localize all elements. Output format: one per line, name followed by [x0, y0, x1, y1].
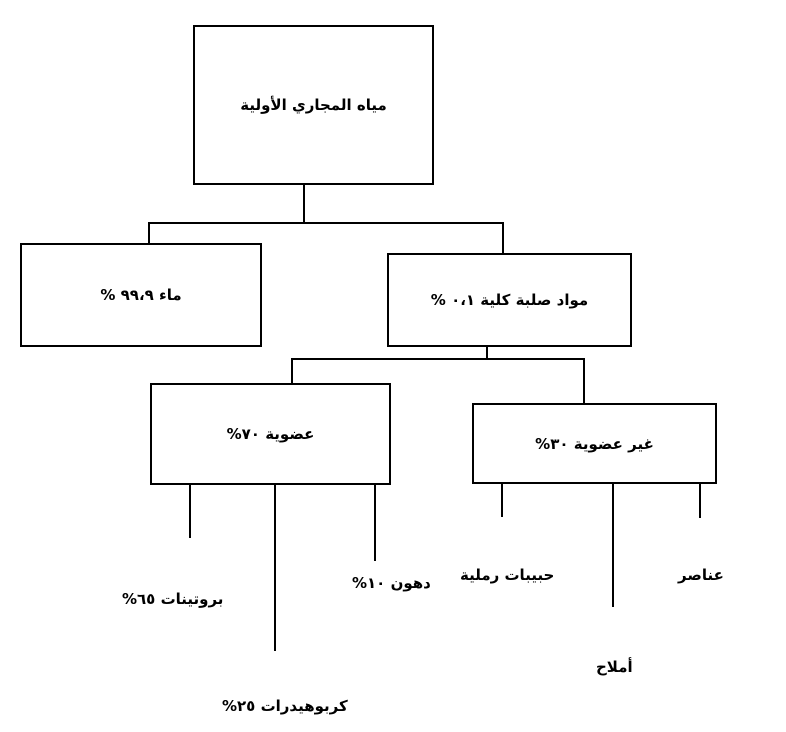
proteins-label: بروتينات ٦٥% [122, 590, 224, 608]
connector-root-stem [303, 184, 305, 223]
connector-organic [291, 358, 293, 384]
solids-label: مواد صلبة كلية ٠،١ % [430, 291, 589, 309]
connector-carbohydrates [274, 483, 276, 651]
inorganic-label: غير عضوية ٣٠% [535, 434, 654, 453]
connector-proteins [189, 483, 191, 538]
elements-label: عناصر [678, 566, 724, 584]
solids-node [387, 253, 632, 347]
connector-inorganic [583, 358, 585, 404]
root-node [193, 25, 434, 185]
connector-level1-bar [148, 222, 504, 224]
organic-label: عضوية ٧٠% [226, 425, 315, 443]
organic-node [150, 383, 391, 485]
sand-label: حبيبات رملية [460, 566, 555, 584]
connector-fats [374, 483, 376, 561]
connector-water [148, 222, 150, 244]
connector-level2-bar [291, 358, 584, 360]
connector-salts [612, 482, 614, 607]
connector-elements [699, 482, 701, 518]
root-label: مياه المجاري الأولية [240, 96, 387, 114]
inorganic-node [472, 403, 717, 484]
water-label: ماء ٩٩،٩ % [100, 286, 182, 304]
fats-label: دهون ١٠% [352, 574, 431, 592]
salts-label: أملاح [596, 658, 633, 676]
water-node [20, 243, 262, 347]
connector-solids [502, 222, 504, 254]
connector-sand [501, 482, 503, 517]
carbohydrates-label: كربوهيدرات ٢٥% [222, 697, 348, 715]
